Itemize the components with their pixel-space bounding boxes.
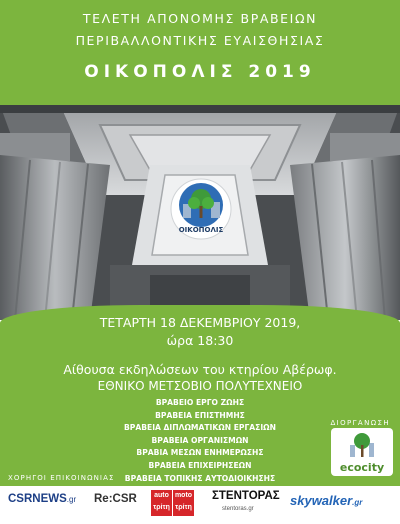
award-item: ΒΡΑΒΕΙΑ ΟΡΓΑΝΙΣΜΩΝ xyxy=(151,435,249,445)
event-date: ΤΕΤΑΡΤΗ 18 ΔΕΚΕΜΒΡΙΟΥ 2019, xyxy=(99,315,301,330)
csrnews-logo xyxy=(8,493,76,505)
ecocity-name: ecocity xyxy=(339,461,385,474)
stentoras-url: stentoras.gr xyxy=(222,506,254,512)
organizer-label: ΔΙΟΡΓΑΝΩΣΗ xyxy=(330,419,390,427)
ecocity-tree-icon xyxy=(347,431,377,459)
emblem-label: ΟΙΚΟΠΟΛΙΣ xyxy=(178,226,224,234)
mototriti-name: moto xyxy=(174,492,193,499)
sponsors-label: ΧΟΡΗΓΟΙ ΕΠΙΚΟΙΝΩΝΙΑΣ xyxy=(8,474,115,482)
event-venue: Αίθουσα εκδηλώσεων του κτηρίου Αβέρωφ. xyxy=(63,362,337,377)
event-time: ώρα 18:30 xyxy=(166,333,234,348)
mototriti-sub: τρίτη xyxy=(175,504,192,511)
award-item: ΒΡΑΒΙΑ ΜΕΣΩΝ ΕΝΗΜΕΡΩΣΗΣ xyxy=(136,448,264,458)
skywalker-suffix: .gr xyxy=(352,498,363,507)
skywalker-name: skywalker xyxy=(290,493,353,508)
header-title-line3: ΟΙΚΟΠΟΛΙΣ 2019 xyxy=(84,62,316,82)
award-item: ΒΡΑΒΕΙΑ ΕΠΙΧΕΙΡΗΣΕΩΝ xyxy=(148,460,252,470)
autotriti-sub: τρίτη xyxy=(153,504,170,511)
awards-list xyxy=(80,397,320,485)
mototriti-logo xyxy=(173,490,194,516)
recsr-logo: Re:CSR xyxy=(94,493,137,505)
award-item: ΒΡΑΒΕΙΑ ΔΙΠΛΩΜΑΤΙΚΩΝ ΕΡΓΑΣΙΩΝ xyxy=(123,423,276,433)
award-item: ΒΡΑΒΕΙΟ ΕΡΓΟ ΖΩΗΣ xyxy=(155,398,245,407)
event-institution: ΕΘΝΙΚΟ ΜΕΤΣΟΒΙΟ ΠΟΛΥΤΕΧΝΕΙΟ xyxy=(97,379,303,393)
award-item: ΒΡΑΒΕΙΑ ΤΟΠΙΚΗΣ ΑΥΤΟΔΙΟΙΚΗΣΗΣ xyxy=(124,473,276,483)
sponsor-logos xyxy=(0,486,400,524)
csrnews-suffix: .gr xyxy=(66,495,77,504)
skywalker-logo xyxy=(290,493,362,508)
autotriti-logo xyxy=(151,490,172,516)
header-title-line1: ΤΕΛΕΤΗ ΑΠΟΝΟΜΗΣ ΒΡΑΒΕΙΩΝ xyxy=(82,11,318,26)
award-item: ΒΡΑΒΕΙΑ ΕΠΙΣΤΗΜΗΣ xyxy=(155,410,245,420)
ecocity-logo xyxy=(331,428,393,476)
csrnews-name: CSRNEWS xyxy=(8,493,67,505)
stentoras-logo: ΣΤΕΝΤΟΡΑΣ xyxy=(212,490,280,502)
header-title-line2: ΠΕΡΙΒΑΛΛΟΝΤΙΚΗΣ ΕΥΑΙΣΘΗΣΙΑΣ xyxy=(75,33,325,48)
header-banner xyxy=(0,0,400,120)
autotriti-name: auto xyxy=(154,492,169,499)
